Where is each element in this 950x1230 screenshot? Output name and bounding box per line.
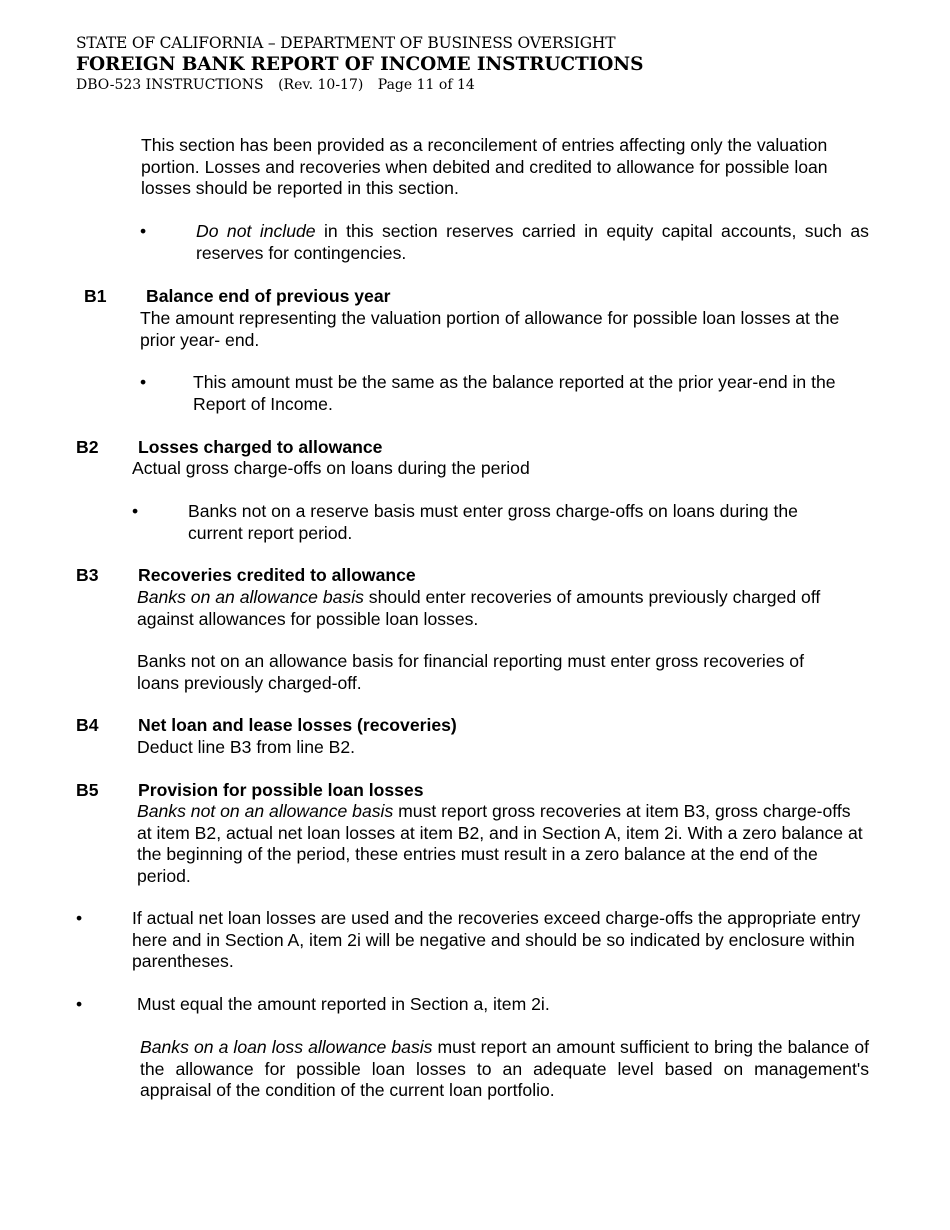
item-title-b5: Provision for possible loan losses xyxy=(138,780,424,800)
bullet-marker: • xyxy=(76,994,83,1014)
item-code-b3: B3 xyxy=(76,565,99,585)
item-closing-b5-emphasis: Banks on a loan loss allowance basis xyxy=(140,1037,433,1057)
bullet-marker: • xyxy=(140,372,147,392)
bullet-marker: • xyxy=(76,908,83,928)
form-info-line xyxy=(76,77,485,93)
intro-bullet-text: in this section reserves carried in equity capital accounts, such as reserves for contingencies. xyxy=(196,221,869,263)
item-text-b1: The amount representing the valuation portion of allowance for possible loan losses at the prior year- end. xyxy=(140,308,840,350)
item-text-b5-rest: must report gross recoveries at item B3, gross charge-offs at item B2, actual net loan losses at item B2, and in Section A, item 2i. With a zero balance at the beginning of the period, these entries must result in a zero balance at the end of the period. xyxy=(137,801,863,886)
item-bullet-b1: This amount must be the same as the balance reported at the prior year-end in the Report of Income. xyxy=(193,372,836,414)
item-bullet-b5-2: Must equal the amount reported in Section a, item 2i. xyxy=(137,994,550,1014)
item-code-b2: B2 xyxy=(76,437,99,457)
item-code-b5: B5 xyxy=(76,780,99,800)
intro-bullet-emphasis: Do not include xyxy=(196,221,316,241)
item-closing-b5 xyxy=(140,1037,869,1102)
agency-line: STATE OF CALIFORNIA – DEPARTMENT OF BUSINESS OVERSIGHT xyxy=(76,34,616,52)
item-text-b5 xyxy=(137,801,865,887)
intro-bullet xyxy=(196,221,869,264)
form-id: DBO-523 INSTRUCTIONS xyxy=(76,77,264,93)
bullet-marker: • xyxy=(132,501,139,521)
revision: (Rev. 10-17) xyxy=(278,77,364,93)
intro-paragraph: This section has been provided as a reconcilement of entries affecting only the valuation portion. Losses and recoveries when debited and credited to allowance for possible loan losses should be reported in this section. xyxy=(141,135,828,198)
item-text-b3-emphasis: Banks on an allowance basis xyxy=(137,587,364,607)
item-text-b3-b: Banks not on an allowance basis for financial reporting must enter gross recoveries of loans previously charged-off. xyxy=(137,651,804,693)
item-title-b1: Balance end of previous year xyxy=(146,286,391,306)
item-title-b2: Losses charged to allowance xyxy=(138,437,383,457)
item-text-b5-emphasis: Banks not on an allowance basis xyxy=(137,801,394,821)
item-text-b2: Actual gross charge-offs on loans during the period xyxy=(132,458,530,478)
document-title: FOREIGN BANK REPORT OF INCOME INSTRUCTIONS xyxy=(76,54,644,75)
item-code-b4: B4 xyxy=(76,715,99,735)
item-bullet-b5-1: If actual net loan losses are used and the recoveries exceed charge-offs the appropriate entry here and in Section A, item 2i will be negative and should be so indicated by enclosure within parentheses. xyxy=(132,908,861,971)
bullet-marker: • xyxy=(140,221,147,241)
page-number: Page 11 of 14 xyxy=(377,77,475,93)
item-text-b3-a xyxy=(137,587,862,630)
item-closing-b5-rest: must report an amount sufficient to bring the balance of the allowance for possible loan losses to an adequate level based on management's appraisal of the condition of the current loan portfolio. xyxy=(140,1037,870,1100)
item-title-b4: Net loan and lease losses (recoveries) xyxy=(138,715,457,735)
item-code-b1: B1 xyxy=(84,286,107,306)
item-text-b4: Deduct line B3 from line B2. xyxy=(137,737,356,757)
item-text-b3-rest: should enter recoveries of amounts previously charged off against allowances for possible loan losses. xyxy=(137,587,821,629)
item-bullet-b2: Banks not on a reserve basis must enter gross charge-offs on loans during the current report period. xyxy=(188,501,798,543)
item-title-b3: Recoveries credited to allowance xyxy=(138,565,416,585)
